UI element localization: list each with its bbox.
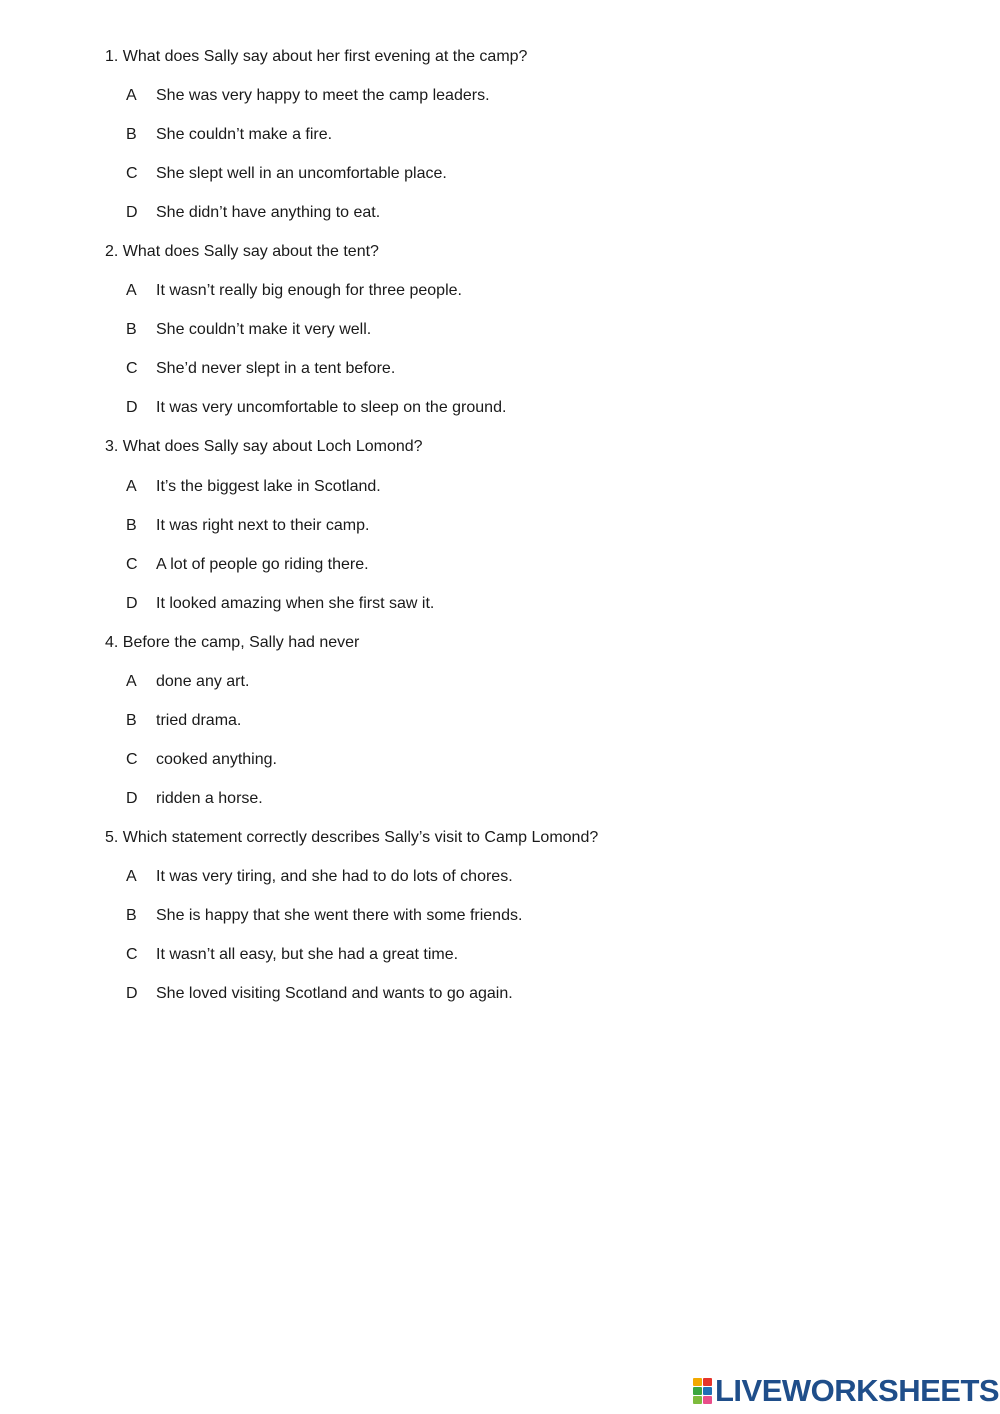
option-3c: [126, 555, 369, 575]
option-letter: B: [126, 712, 137, 729]
option-1a: [126, 86, 490, 106]
option-letter: A: [126, 478, 137, 495]
logo-tile: [703, 1396, 712, 1404]
option-letter: D: [126, 399, 138, 416]
option-letter: A: [126, 87, 137, 104]
option-text: It wasn’t really big enough for three people.: [156, 282, 462, 299]
logo-tile: [693, 1378, 702, 1386]
logo-tile: [703, 1387, 712, 1395]
option-4c: [126, 750, 277, 770]
option-letter: C: [126, 556, 138, 573]
logo-tile: [693, 1387, 702, 1395]
option-text: A lot of people go riding there.: [156, 556, 369, 573]
liveworksheets-logo: [693, 1375, 999, 1407]
option-4b: [126, 711, 241, 731]
option-4a: [126, 672, 249, 692]
option-text: She slept well in an uncomfortable place.: [156, 165, 447, 182]
option-letter: D: [126, 204, 138, 221]
option-text: It’s the biggest lake in Scotland.: [156, 478, 381, 495]
question-5: 5. Which statement correctly describes Sally’s visit to Camp Lomond?: [105, 829, 599, 846]
option-text: She was very happy to meet the camp leaders.: [156, 87, 490, 104]
question-4: 4. Before the camp, Sally had never: [105, 634, 360, 651]
option-text: ridden a horse.: [156, 790, 263, 807]
option-letter: A: [126, 282, 137, 299]
option-letter: C: [126, 946, 138, 963]
option-1b: [126, 125, 332, 145]
question-2: 2. What does Sally say about the tent?: [105, 243, 379, 260]
option-3b: [126, 516, 369, 536]
option-text: It was very uncomfortable to sleep on the ground.: [156, 399, 507, 416]
option-3d: [126, 594, 434, 614]
option-text: done any art.: [156, 673, 250, 690]
logo-tile: [693, 1396, 702, 1404]
option-text: It wasn’t all easy, but she had a great time.: [156, 946, 459, 963]
option-2b: [126, 320, 371, 340]
option-1c: [126, 164, 447, 184]
option-2d: [126, 398, 506, 418]
option-letter: B: [126, 517, 137, 534]
option-3a: [126, 477, 381, 497]
option-text: She is happy that she went there with some friends.: [156, 907, 523, 924]
option-2a: [126, 281, 462, 301]
option-letter: B: [126, 126, 137, 143]
option-letter: C: [126, 360, 138, 377]
option-5c: [126, 945, 458, 965]
option-text: She didn’t have anything to eat.: [156, 204, 381, 221]
option-text: cooked anything.: [156, 751, 277, 768]
option-5a: [126, 867, 513, 887]
option-text: It was right next to their camp.: [156, 517, 370, 534]
option-letter: D: [126, 595, 138, 612]
question-1: 1. What does Sally say about her first evening at the camp?: [105, 48, 528, 65]
option-letter: C: [126, 165, 138, 182]
option-1d: [126, 203, 380, 223]
option-letter: D: [126, 790, 138, 807]
option-text: tried drama.: [156, 712, 242, 729]
option-letter: D: [126, 985, 138, 1002]
option-letter: B: [126, 321, 137, 338]
option-text: She couldn’t make a fire.: [156, 126, 333, 143]
option-5b: [126, 906, 522, 926]
question-3: 3. What does Sally say about Loch Lomond?: [105, 438, 423, 455]
option-letter: C: [126, 751, 138, 768]
option-5d: [126, 984, 513, 1004]
liveworksheets-logo-icon: [693, 1378, 713, 1404]
option-2c: [126, 359, 395, 379]
option-text: It looked amazing when she first saw it.: [156, 595, 435, 612]
option-text: She’d never slept in a tent before.: [156, 360, 396, 377]
option-text: She couldn’t make it very well.: [156, 321, 372, 338]
option-text: It was very tiring, and she had to do lots of chores.: [156, 868, 513, 885]
option-text: She loved visiting Scotland and wants to go again.: [156, 985, 513, 1002]
option-4d: [126, 789, 263, 809]
logo-wordmark: LIVEWORKSHEETS: [715, 1373, 1000, 1408]
logo-tile: [703, 1378, 712, 1386]
option-letter: B: [126, 907, 137, 924]
option-letter: A: [126, 673, 137, 690]
option-letter: A: [126, 868, 137, 885]
